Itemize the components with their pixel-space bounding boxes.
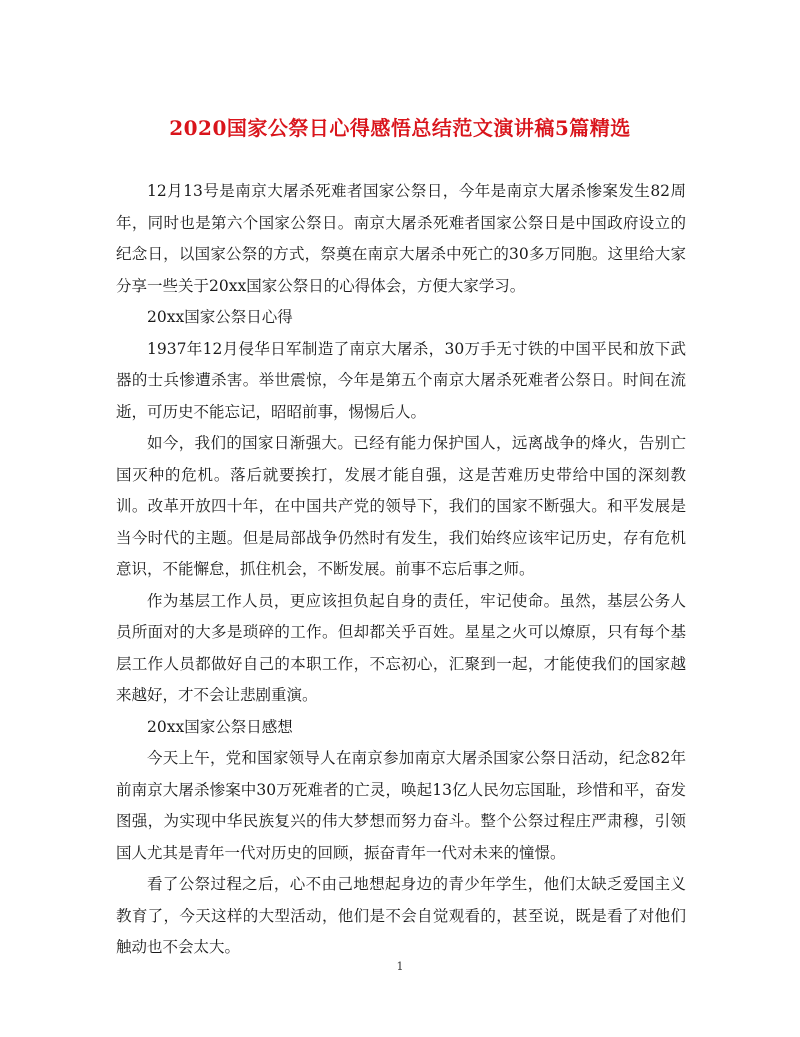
body-paragraph: 看了公祭过程之后，心不由己地想起身边的青少年学生，他们太缺乏爱国主义教育了，今天这样的大型活动，他们是不会自觉观看的，甚至说，既是看了对他们触动也不会太大。: [116, 875, 686, 956]
section-heading-xinde: 20xx国家公祭日心得: [147, 308, 293, 326]
page-number: 1: [396, 960, 404, 973]
intro-paragraph: 12月13号是南京大屠杀死难者国家公祭日，今年是南京大屠杀惨案发生82周年，同时也是第六个国家公祭日。南京大屠杀死难者国家公祭日是中国政府设立的纪念日，以国家公祭的方式，祭奠在南京大屠杀中死亡的30多万同胞。这里给大家分享一些关于20xx国家公祭日的心得体会，方便大家学习。: [116, 182, 686, 295]
section-heading-ganxiang: 20xx国家公祭日感想: [147, 717, 293, 736]
document-title: 2020国家公祭日心得感悟总结范文演讲稿5篇精选: [169, 116, 631, 140]
document-body: [116, 176, 686, 964]
body-paragraph: 如今，我们的国家日渐强大。已经有能力保护国人，远离战争的烽火，告别亡国灭种的危机。落后就要挨打，发展才能自强，这是苦难历史带给中国的深刻教训。改革开放四十年，在中国共产党的领导下，我们的国家不断强大。和平发展是当今时代的主题。但是局部战争仍然时有发生，我们始终应该牢记历史，存有危机意识，不能懈怠，抓住机会，不断发展。前事不忘后事之师。: [116, 434, 686, 578]
body-paragraph: 作为基层工作人员，更应该担负起自身的责任，牢记使命。虽然，基层公务人员所面对的大多是琐碎的工作。但却都关乎百姓。星星之火可以燎原，只有每个基层工作人员都做好自己的本职工作，不忘初心，汇聚到一起，才能使我们的国家越来越好，才不会让悲剧重演。: [116, 591, 686, 704]
body-paragraph: 1937年12月侵华日军制造了南京大屠杀，30万手无寸铁的中国平民和放下武器的士兵惨遭杀害。举世震惊，今年是第五个南京大屠杀死难者公祭日。时间在流逝，可历史不能忘记，昭昭前事，惕惕后人。: [116, 339, 686, 421]
body-paragraph: 今天上午，党和国家领导人在南京参加南京大屠杀国家公祭日活动，纪念82年前南京大屠杀惨案中30万死难者的亡灵，唤起13亿人民勿忘国耻，珍惜和平，奋发图强，为实现中华民族复兴的伟大梦想而努力奋斗。整个公祭过程庄严肃穆，引领国人尤其是青年一代对历史的回顾，振奋青年一代对未来的憧憬。: [116, 749, 686, 862]
